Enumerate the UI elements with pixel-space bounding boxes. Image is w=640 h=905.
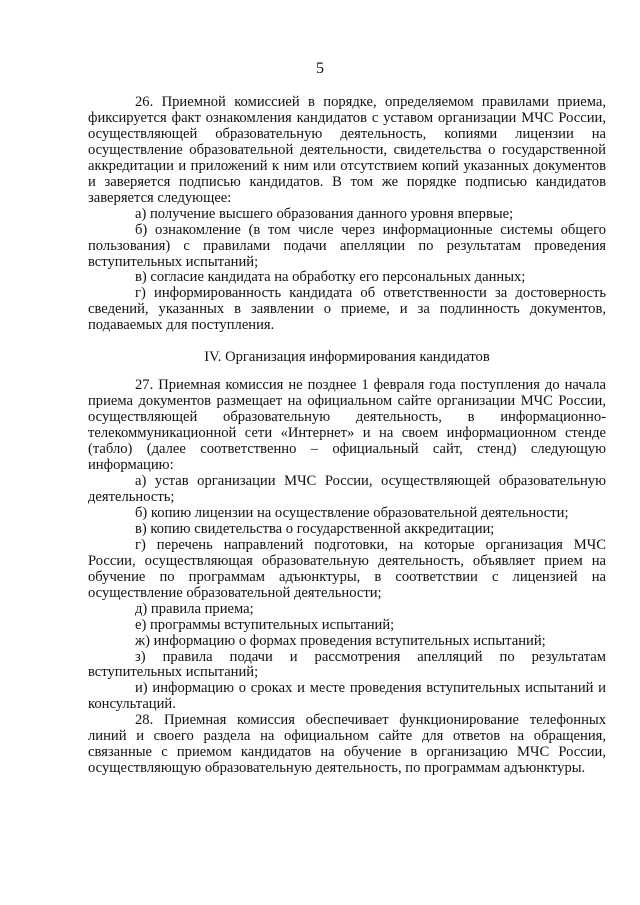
paragraph-27: 27. Приемная комиссия не позднее 1 февраля года поступления до начала приема документов размещает на официальном сайте организации МЧС России, осуществляющей образовательную деятельность, в информационно-телекоммуникационной сети «Интернет» и на своем информационном стенде (табло) (далее соответственно – официальный сайт, стенд) следующую информацию: [88,377,606,474]
section-title: IV. Организация информирования кандидатов [204,349,490,366]
paragraph-27-item-g: г) перечень направлений подготовки, на которые организация МЧС России, осуществляющая образовательную деятельность, объявляет прием на обучение по программам адъюнктуры, в соответствии с лицензией на осуществление образовательной деятельности; [88,536,606,601]
paragraph-27-item-e: е) программы вступительных испытаний; [135,616,395,633]
paragraph-26-item-g: г) информированность кандидата об ответственности за достоверность сведений, указанных в заявлении о приеме, и за подлинность документов, подаваемых для поступления. [88,285,606,334]
paragraph-27-item-b: б) копию лицензии на осуществление образовательной деятельности; [135,504,569,521]
paragraph-26-item-v: в) согласие кандидата на обработку его персональных данных; [135,269,526,286]
paragraph-26-item-b: б) ознакомление (в том числе через информационные системы общего пользования) с правилами подачи апелляции по результатам проведения вступительных испытаний; [88,221,606,270]
paragraph-28: 28. Приемная комиссия обеспечивает функционирование телефонных линий и своего раздела на официальном сайте для ответов на обращения, связанные с приемом кандидатов на обучение в организацию МЧС России, осуществляющую образовательную деятельность, по программам адъюнктуры. [88,712,606,777]
page-number: 5 [316,60,324,77]
paragraph-26-item-a: а) получение высшего образования данного уровня впервые; [135,205,514,222]
paragraph-26: 26. Приемной комиссией в порядке, определяемом правилами приема, фиксируется факт ознакомления кандидатов с уставом организации МЧС России, осуществляющей образовательную деятельность, копиями лицензии на осуществление образовательной деятельности, свидетельства о государственной аккредитации и приложений к ним или отсутствием копий указанных документов и заверяется подписью кандидатов. В том же порядке подписью кандидатов заверяется следующее: [88,94,606,206]
paragraph-27-item-a: а) устав организации МЧС России, осуществляющей образовательную деятельность; [88,473,606,505]
paragraph-27-item-d: д) правила приема; [135,600,254,617]
paragraph-27-item-i: и) информацию о сроках и месте проведения вступительных испытаний и консультаций. [88,680,606,713]
paragraph-27-item-v: в) копию свидетельства о государственной аккредитации; [135,520,495,537]
paragraph-27-item-z: з) правила подачи и рассмотрения апелляций по результатам вступительных испытаний; [88,648,606,681]
document-body [88,95,606,777]
paragraph-27-item-zh: ж) информацию о формах проведения вступительных испытаний; [135,632,546,649]
